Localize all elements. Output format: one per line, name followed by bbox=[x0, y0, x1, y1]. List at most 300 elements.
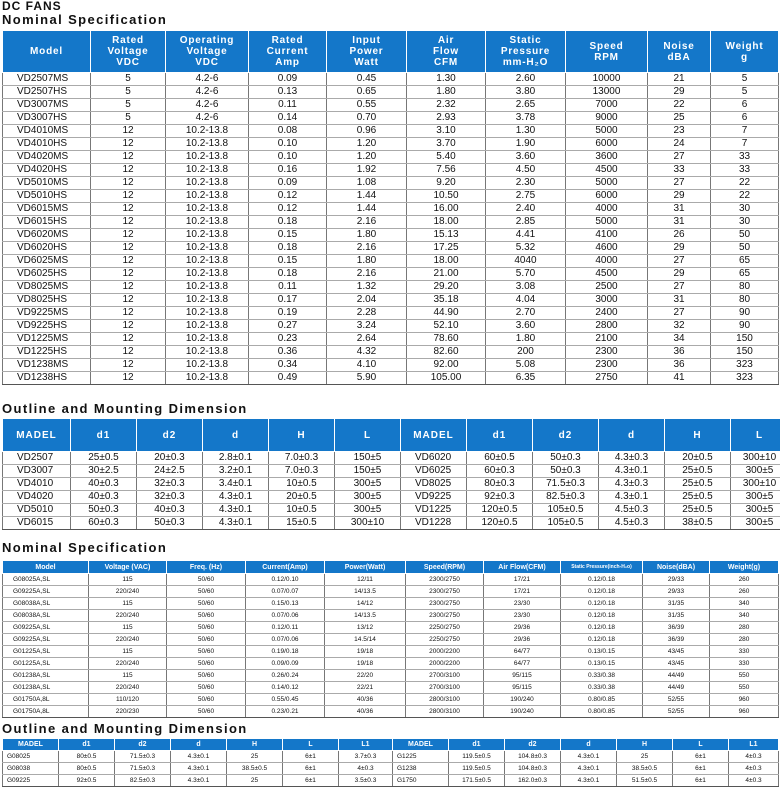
table-row bbox=[3, 346, 779, 359]
table-cell: 25±0.5 bbox=[665, 491, 731, 504]
table-cell: 7.0±0.3 bbox=[269, 452, 335, 465]
table-cell: 0.12/0.18 bbox=[561, 634, 643, 646]
table-cell: VD4010MS bbox=[3, 125, 91, 138]
table-cell: 15±0.5 bbox=[269, 517, 335, 530]
table-cell: 43/45 bbox=[643, 658, 710, 670]
table-cell: 6000 bbox=[566, 190, 648, 203]
table-cell: 52.10 bbox=[407, 320, 486, 333]
table-cell: 2.93 bbox=[407, 112, 486, 125]
table-cell: G09225 bbox=[3, 775, 59, 787]
table-cell: 2.65 bbox=[486, 99, 566, 112]
table-row bbox=[3, 242, 779, 255]
table-cell: 300±5 bbox=[335, 478, 401, 491]
table-header-row bbox=[3, 31, 779, 73]
table-cell: 3.2±0.1 bbox=[203, 465, 269, 478]
table-row bbox=[3, 73, 779, 86]
column-header: d1 bbox=[59, 739, 115, 751]
table-cell: 25±0.5 bbox=[71, 452, 137, 465]
column-header: d bbox=[599, 419, 665, 452]
table-cell: 22/20 bbox=[325, 670, 406, 682]
table-cell: 10.50 bbox=[407, 190, 486, 203]
table-cell: G1750 bbox=[393, 775, 449, 787]
table-cell: 10.2-13.8 bbox=[166, 164, 249, 177]
table-cell: 33 bbox=[711, 151, 779, 164]
table-header-row bbox=[3, 561, 779, 574]
table-cell: 60±0.5 bbox=[467, 452, 533, 465]
table-cell: 3.60 bbox=[486, 320, 566, 333]
table-cell: 2400 bbox=[566, 307, 648, 320]
table-cell: 29 bbox=[648, 86, 711, 99]
table-cell: 10±0.5 bbox=[269, 504, 335, 517]
table-cell: 10.2-13.8 bbox=[166, 125, 249, 138]
table-cell: 115 bbox=[89, 622, 167, 634]
table-cell: 12 bbox=[91, 177, 166, 190]
table-cell: 4.3±0.3 bbox=[599, 478, 665, 491]
table-cell: 2.75 bbox=[486, 190, 566, 203]
table-cell: 4500 bbox=[566, 268, 648, 281]
table-cell: 31 bbox=[648, 216, 711, 229]
table-cell: 4000 bbox=[566, 255, 648, 268]
table-cell: 32±0.3 bbox=[137, 478, 203, 491]
table-cell: G01238A,SL bbox=[3, 670, 89, 682]
table-cell: 0.09 bbox=[249, 73, 327, 86]
table-cell: 1.92 bbox=[327, 164, 407, 177]
table-cell: 2300/2750 bbox=[406, 610, 484, 622]
table-cell: 4.41 bbox=[486, 229, 566, 242]
table-cell: 1.32 bbox=[327, 281, 407, 294]
table-cell: 115 bbox=[89, 574, 167, 586]
table-cell: 10.2-13.8 bbox=[166, 346, 249, 359]
table-cell: 50/60 bbox=[167, 694, 246, 706]
table-cell: 150±5 bbox=[335, 465, 401, 478]
table-cell: 0.23/0.21 bbox=[246, 706, 325, 718]
table-cell: G1225 bbox=[393, 751, 449, 763]
table-cell: 4.3±0.3 bbox=[599, 452, 665, 465]
table-cell: 2750 bbox=[566, 372, 648, 385]
table-cell: 38±0.5 bbox=[665, 517, 731, 530]
table-cell: 1.20 bbox=[327, 138, 407, 151]
table-row bbox=[3, 203, 779, 216]
column-header: H bbox=[617, 739, 673, 751]
table-cell: 300±5 bbox=[335, 504, 401, 517]
table-cell: 0.11 bbox=[249, 99, 327, 112]
table-cell: 50/60 bbox=[167, 586, 246, 598]
column-header: L bbox=[673, 739, 729, 751]
table-cell: 0.12 bbox=[249, 203, 327, 216]
table-cell: 7 bbox=[711, 125, 779, 138]
table-cell: 0.70 bbox=[327, 112, 407, 125]
table-cell: 10.2-13.8 bbox=[166, 320, 249, 333]
column-header: Operating Voltage VDC bbox=[166, 31, 249, 73]
table-cell: G08038A,SL bbox=[3, 598, 89, 610]
table-row bbox=[3, 775, 779, 787]
table-cell: 22 bbox=[711, 190, 779, 203]
table-cell: 10.2-13.8 bbox=[166, 294, 249, 307]
table-header-row bbox=[3, 419, 780, 452]
column-header: L1 bbox=[729, 739, 779, 751]
table-cell: 5000 bbox=[566, 125, 648, 138]
table-cell: VD1225MS bbox=[3, 333, 91, 346]
table-cell: 6±1 bbox=[673, 763, 729, 775]
table-cell: 0.07/0.06 bbox=[246, 634, 325, 646]
table-cell: G01238A,SL bbox=[3, 682, 89, 694]
table-cell: 4.3±0.1 bbox=[171, 763, 227, 775]
column-header: Rated Voltage VDC bbox=[91, 31, 166, 73]
table-cell: 65 bbox=[711, 268, 779, 281]
table-cell: 17.25 bbox=[407, 242, 486, 255]
table-cell: 5000 bbox=[566, 216, 648, 229]
table-cell: 50/60 bbox=[167, 658, 246, 670]
table-cell: 0.12/0.18 bbox=[561, 574, 643, 586]
table-cell: 0.12/0.18 bbox=[561, 610, 643, 622]
table-cell: 12 bbox=[91, 229, 166, 242]
table-cell: 3.80 bbox=[486, 86, 566, 99]
table-cell: 0.10 bbox=[249, 138, 327, 151]
table-cell: 2.32 bbox=[407, 99, 486, 112]
table-cell: 32 bbox=[648, 320, 711, 333]
table-cell: 29 bbox=[648, 242, 711, 255]
table-cell: 960 bbox=[710, 694, 779, 706]
table-cell: 0.96 bbox=[327, 125, 407, 138]
table-cell: 6±1 bbox=[673, 751, 729, 763]
column-header: d2 bbox=[505, 739, 561, 751]
table-cell: 0.09 bbox=[249, 177, 327, 190]
table-cell: 2000/2200 bbox=[406, 658, 484, 670]
column-header: H bbox=[269, 419, 335, 452]
table-cell: 260 bbox=[710, 586, 779, 598]
table-cell: 3.60 bbox=[486, 151, 566, 164]
table-cell: 10.2-13.8 bbox=[166, 242, 249, 255]
table-cell: 14/13.5 bbox=[325, 610, 406, 622]
table-row bbox=[3, 622, 779, 634]
table-cell: 7.0±0.3 bbox=[269, 465, 335, 478]
table-cell: VD3007 bbox=[3, 465, 71, 478]
table-row bbox=[3, 333, 779, 346]
table-cell: 323 bbox=[711, 372, 779, 385]
table-cell: VD9225HS bbox=[3, 320, 91, 333]
table-cell: 0.07/0.07 bbox=[246, 586, 325, 598]
table-cell: 23/30 bbox=[484, 610, 561, 622]
table-cell: 12 bbox=[91, 125, 166, 138]
column-header: Speed RPM bbox=[566, 31, 648, 73]
table-cell: 330 bbox=[710, 658, 779, 670]
column-header: d2 bbox=[533, 419, 599, 452]
table-cell: 4.3±0.1 bbox=[561, 751, 617, 763]
table-cell: 10.2-13.8 bbox=[166, 138, 249, 151]
table-cell: 2500 bbox=[566, 281, 648, 294]
table-cell: 3.24 bbox=[327, 320, 407, 333]
table-cell: 4±0.3 bbox=[729, 751, 779, 763]
table-cell: 171.5±0.5 bbox=[449, 775, 505, 787]
table-cell: 4.3±0.1 bbox=[203, 517, 269, 530]
table-row bbox=[3, 682, 779, 694]
table-cell: 162.0±0.3 bbox=[505, 775, 561, 787]
table-cell: 50/60 bbox=[167, 574, 246, 586]
table-cell: 30 bbox=[711, 216, 779, 229]
table-cell: 50±0.3 bbox=[533, 452, 599, 465]
table-cell: 12/11 bbox=[325, 574, 406, 586]
table-cell: 14.5/14 bbox=[325, 634, 406, 646]
table-cell: 78.60 bbox=[407, 333, 486, 346]
table-cell: 27 bbox=[648, 307, 711, 320]
table-row bbox=[3, 465, 780, 478]
table-cell: 120±0.5 bbox=[467, 504, 533, 517]
table-cell: 4.2-6 bbox=[166, 99, 249, 112]
column-header: H bbox=[227, 739, 283, 751]
table-cell: 10.2-13.8 bbox=[166, 190, 249, 203]
table-cell: VD8025 bbox=[401, 478, 467, 491]
column-header: Model bbox=[3, 31, 91, 73]
table-cell: 10.2-13.8 bbox=[166, 281, 249, 294]
table-cell: 4.3±0.1 bbox=[599, 491, 665, 504]
table-cell: 0.18 bbox=[249, 242, 327, 255]
table-cell: 3.7±0.3 bbox=[339, 751, 393, 763]
table-cell: 5.40 bbox=[407, 151, 486, 164]
table-cell: 0.19/0.18 bbox=[246, 646, 325, 658]
table-cell: VD6020HS bbox=[3, 242, 91, 255]
table-cell: 4000 bbox=[566, 203, 648, 216]
table-cell: G01750A,8L bbox=[3, 694, 89, 706]
table-cell: 10000 bbox=[566, 73, 648, 86]
table-cell: 14/13.5 bbox=[325, 586, 406, 598]
table-cell: G08025A,SL bbox=[3, 574, 89, 586]
table-cell: 12 bbox=[91, 242, 166, 255]
table-cell: 6.35 bbox=[486, 372, 566, 385]
table-cell: VD6020 bbox=[401, 452, 467, 465]
table-cell: VD5010 bbox=[3, 504, 71, 517]
table-cell: 12 bbox=[91, 294, 166, 307]
table-cell: 3.5±0.3 bbox=[339, 775, 393, 787]
table-cell: 1.80 bbox=[327, 229, 407, 242]
table-cell: 10.2-13.8 bbox=[166, 359, 249, 372]
table-cell: 12 bbox=[91, 255, 166, 268]
table-cell: 29/33 bbox=[643, 586, 710, 598]
table-cell: VD2507HS bbox=[3, 86, 91, 99]
table-cell: VD5010MS bbox=[3, 177, 91, 190]
table-cell: 10.2-13.8 bbox=[166, 255, 249, 268]
table-cell: 220/240 bbox=[89, 658, 167, 670]
table-cell: 51.5±0.5 bbox=[617, 775, 673, 787]
table-cell: 24±2.5 bbox=[137, 465, 203, 478]
table-cell: 0.11 bbox=[249, 281, 327, 294]
table-cell: 29/36 bbox=[484, 622, 561, 634]
table-cell: 12 bbox=[91, 333, 166, 346]
table-row bbox=[3, 255, 779, 268]
table-cell: 25 bbox=[617, 751, 673, 763]
table-cell: VD6015MS bbox=[3, 203, 91, 216]
column-header: MADEL bbox=[401, 419, 467, 452]
table-cell: 2300/2750 bbox=[406, 598, 484, 610]
table-cell: 31 bbox=[648, 294, 711, 307]
table-cell: 2.04 bbox=[327, 294, 407, 307]
table-cell: 0.15/0.13 bbox=[246, 598, 325, 610]
table-cell: 1.44 bbox=[327, 203, 407, 216]
table-cell: 29/36 bbox=[484, 634, 561, 646]
table-cell: 1.44 bbox=[327, 190, 407, 203]
table-cell: 12 bbox=[91, 203, 166, 216]
table-cell: 4±0.3 bbox=[339, 763, 393, 775]
column-header: d bbox=[561, 739, 617, 751]
table-cell: 25±0.5 bbox=[665, 478, 731, 491]
table-row bbox=[3, 598, 779, 610]
table-cell: VD2507MS bbox=[3, 73, 91, 86]
table-cell: 20±0.5 bbox=[269, 491, 335, 504]
section1-title: Nominal Specification bbox=[2, 12, 168, 27]
table-cell: 12 bbox=[91, 190, 166, 203]
nominal-spec-table-ac bbox=[2, 560, 779, 718]
table-cell: 26 bbox=[648, 229, 711, 242]
table-row bbox=[3, 610, 779, 622]
table-cell: 105.00 bbox=[407, 372, 486, 385]
table-cell: 5.32 bbox=[486, 242, 566, 255]
column-header: Rated Current Amp bbox=[249, 31, 327, 73]
table-cell: G08025 bbox=[3, 751, 59, 763]
table-cell: 27 bbox=[648, 281, 711, 294]
table-cell: 71.5±0.3 bbox=[533, 478, 599, 491]
table-cell: 10.2-13.8 bbox=[166, 229, 249, 242]
table-cell: 36/39 bbox=[643, 634, 710, 646]
table-cell: 80±0.5 bbox=[59, 763, 115, 775]
table-cell: 2300 bbox=[566, 359, 648, 372]
table-cell: 41 bbox=[648, 372, 711, 385]
column-header: L1 bbox=[339, 739, 393, 751]
column-header: d2 bbox=[137, 419, 203, 452]
table-cell: 12 bbox=[91, 138, 166, 151]
table-cell: 300±5 bbox=[731, 465, 780, 478]
section2-title: Outline and Mounting Dimension bbox=[2, 401, 248, 416]
table-cell: 10±0.5 bbox=[269, 478, 335, 491]
table-cell: 280 bbox=[710, 634, 779, 646]
column-header: Air Flow CFM bbox=[407, 31, 486, 73]
table-cell: 119.5±0.5 bbox=[449, 751, 505, 763]
table-cell: VD4020HS bbox=[3, 164, 91, 177]
table-cell: 220/240 bbox=[89, 610, 167, 622]
table-cell: 23/30 bbox=[484, 598, 561, 610]
table-cell: 25 bbox=[227, 751, 283, 763]
table-cell: 29.20 bbox=[407, 281, 486, 294]
table-cell: 23 bbox=[648, 125, 711, 138]
table-cell: 119.5±0.5 bbox=[449, 763, 505, 775]
table-cell: 1.80 bbox=[486, 333, 566, 346]
table-row bbox=[3, 164, 779, 177]
table-cell: 5.08 bbox=[486, 359, 566, 372]
table-cell: VD4020 bbox=[3, 491, 71, 504]
table-cell: 2.16 bbox=[327, 268, 407, 281]
table-cell: VD3007MS bbox=[3, 99, 91, 112]
table-cell: 17/21 bbox=[484, 574, 561, 586]
table-row bbox=[3, 320, 779, 333]
table-cell: 0.08 bbox=[249, 125, 327, 138]
column-header: Voltage (VAC) bbox=[89, 561, 167, 574]
table-cell: 0.12/0.11 bbox=[246, 622, 325, 634]
table-cell: 12 bbox=[91, 372, 166, 385]
table-cell: 80 bbox=[711, 281, 779, 294]
table-cell: VD5010HS bbox=[3, 190, 91, 203]
table-cell: 4040 bbox=[486, 255, 566, 268]
table-cell: 4500 bbox=[566, 164, 648, 177]
table-cell: 50/60 bbox=[167, 646, 246, 658]
table-row bbox=[3, 307, 779, 320]
table-cell: VD6025HS bbox=[3, 268, 91, 281]
table-cell: 4.2-6 bbox=[166, 112, 249, 125]
table-row bbox=[3, 359, 779, 372]
table-cell: 3.08 bbox=[486, 281, 566, 294]
table-cell: 0.12/0.18 bbox=[561, 586, 643, 598]
table-cell: 0.14/0.12 bbox=[246, 682, 325, 694]
table-cell: G01225A,SL bbox=[3, 658, 89, 670]
table-cell: 22 bbox=[648, 99, 711, 112]
table-cell: 2800 bbox=[566, 320, 648, 333]
table-cell: 5.70 bbox=[486, 268, 566, 281]
table-row bbox=[3, 216, 779, 229]
table-cell: 2250/2750 bbox=[406, 634, 484, 646]
table-cell: 40/36 bbox=[325, 694, 406, 706]
table-cell: 0.13/0.15 bbox=[561, 646, 643, 658]
table-cell: 12 bbox=[91, 151, 166, 164]
table-cell: 64/77 bbox=[484, 658, 561, 670]
table-row bbox=[3, 268, 779, 281]
table-row bbox=[3, 86, 779, 99]
table-cell: 4±0.3 bbox=[729, 763, 779, 775]
table-cell: 2700/3100 bbox=[406, 682, 484, 694]
table-cell: 4.5±0.3 bbox=[599, 517, 665, 530]
table-cell: 82.60 bbox=[407, 346, 486, 359]
table-cell: 82.5±0.3 bbox=[533, 491, 599, 504]
table-cell: 2.16 bbox=[327, 242, 407, 255]
column-header: d1 bbox=[449, 739, 505, 751]
table-cell: 0.19 bbox=[249, 307, 327, 320]
table-cell: 50/60 bbox=[167, 598, 246, 610]
column-header: Air Flow(CFM) bbox=[484, 561, 561, 574]
table-cell: 280 bbox=[710, 622, 779, 634]
table-cell: 7000 bbox=[566, 99, 648, 112]
table-cell: 300±5 bbox=[731, 517, 780, 530]
table-cell: 0.14 bbox=[249, 112, 327, 125]
table-cell: 5 bbox=[711, 86, 779, 99]
column-header: Static Pressure(inch-H₂o) bbox=[561, 561, 643, 574]
table-cell: VD8025MS bbox=[3, 281, 91, 294]
table-cell: 0.17 bbox=[249, 294, 327, 307]
table-cell: 64/77 bbox=[484, 646, 561, 658]
column-header: Current(Amp) bbox=[246, 561, 325, 574]
table-cell: VD1238HS bbox=[3, 372, 91, 385]
table-row bbox=[3, 294, 779, 307]
table-cell: 92±0.3 bbox=[467, 491, 533, 504]
table-row bbox=[3, 281, 779, 294]
table-cell: 50 bbox=[711, 242, 779, 255]
table-cell: 960 bbox=[710, 706, 779, 718]
table-cell: 4.3±0.1 bbox=[171, 775, 227, 787]
table-row bbox=[3, 646, 779, 658]
table-cell: 21 bbox=[648, 73, 711, 86]
table-cell: 2.30 bbox=[486, 177, 566, 190]
table-row bbox=[3, 177, 779, 190]
column-header: d bbox=[203, 419, 269, 452]
table-cell: 10.2-13.8 bbox=[166, 372, 249, 385]
table-cell: 60±0.3 bbox=[467, 465, 533, 478]
table-cell: 260 bbox=[710, 574, 779, 586]
table-cell: 300±5 bbox=[731, 504, 780, 517]
table-cell: 82.5±0.3 bbox=[115, 775, 171, 787]
table-cell: 300±10 bbox=[731, 452, 780, 465]
column-header: MADEL bbox=[393, 739, 449, 751]
table-cell: 5000 bbox=[566, 177, 648, 190]
table-row bbox=[3, 670, 779, 682]
table-cell: 0.13/0.15 bbox=[561, 658, 643, 670]
table-cell: 12 bbox=[91, 164, 166, 177]
table-cell: 5 bbox=[711, 73, 779, 86]
column-header: d bbox=[171, 739, 227, 751]
